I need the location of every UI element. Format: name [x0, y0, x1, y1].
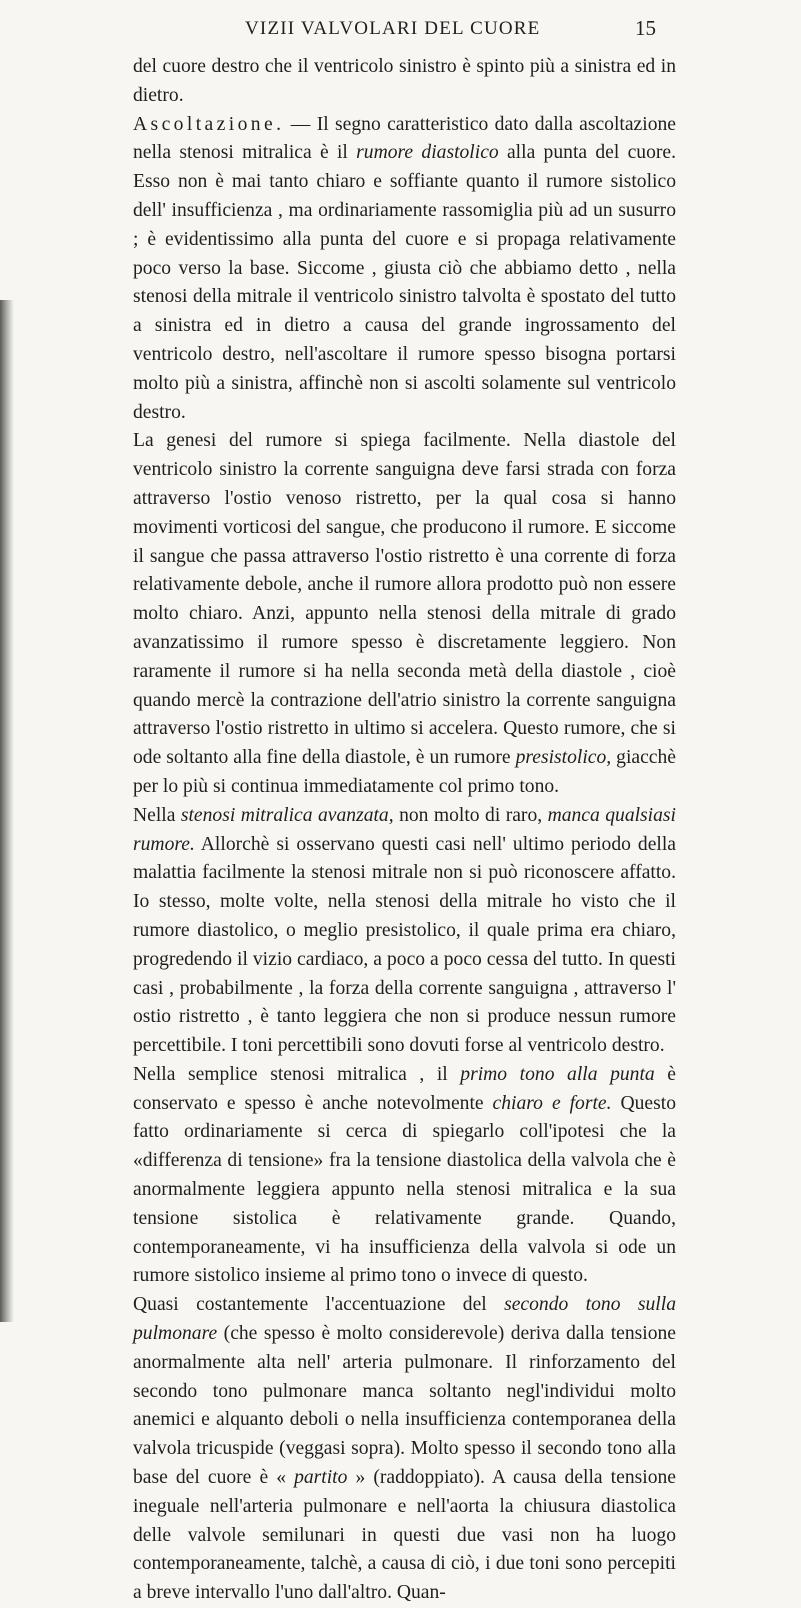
- paragraph-6: [133, 1291, 676, 1608]
- emphasis-presistolico: presistolico,: [515, 747, 612, 769]
- paragraph-2-text-a: — Il segno caratteristico dato dalla ascoltazione nella stenosi mitralica è il: [133, 113, 676, 164]
- paragraph-3: [133, 427, 676, 801]
- paragraph-5-text-a: Nella semplice stenosi mitralica , il: [133, 1063, 461, 1085]
- paragraph-5: [133, 1061, 676, 1291]
- paragraph-4-text-c: Allorchè si osservano questi casi nell' ultimo periodo della malattia facilmente la stenosi mitrale non si può riconoscere affatto. Io stesso, molte volte, nella stenosi della mitrale ho visto che il rumore diastolico, o meglio presistolico, il quale prima era chiaro, progredendo il vizio cardiaco, a poco a poco cessa del tutto. In questi casi , probabilmente , la forza della corrente sanguigna , attraverso l' ostio ristretto , è tanto leggiera che non si produce nessun rumore percettibile. I toni percettibili sono dovuti forse al ventricolo destro.: [133, 833, 676, 1057]
- binding-shadow: [0, 300, 14, 1322]
- emphasis-chiaro-e-forte: chiaro e forte.: [492, 1092, 612, 1114]
- paragraph-4-text-b: non molto di raro,: [393, 804, 548, 826]
- paragraph-6-text-b: (che spesso è molto considerevole) deriva dalla tensione anormalmente alta nell' arteria pulmonare. Il rinforzamento del secondo tono pulmonare manca soltanto negl'individui molto anemici e alquanto deboli o nella insufficienza contemporanea della valvola tricuspide (veggasi sopra). Molto spesso il secondo tono alla base del cuore è «: [133, 1323, 676, 1489]
- running-title: VIZII VALVOLARI DEL CUORE: [245, 18, 541, 39]
- emphasis-secondo-tono-sulla-pulmonare: secondo tono sulla pulmonare: [133, 1294, 676, 1345]
- emphasis-stenosi-mitralica-avanzata: stenosi mitralica avanzata,: [180, 804, 394, 826]
- paragraph-1-text: del cuore destro che il ventricolo sinistro è spinto più a sinistra ed in dietro.: [133, 56, 676, 106]
- paragraph-4: [133, 802, 676, 1061]
- emphasis-partito: partito: [294, 1467, 348, 1489]
- body-text: [133, 53, 676, 1608]
- paragraph-5-text-b: è conservato e spesso è anche notevolmente: [133, 1063, 676, 1114]
- paragraph-3-text-b: giacchè per lo più si continua immediatamente col primo tono.: [133, 747, 676, 797]
- page-number: 15: [635, 16, 656, 40]
- page-header: [0, 14, 801, 44]
- paragraph-6-text-c: » (raddoppiato). A causa della tensione ineguale nell'arteria pulmonare e nell'aorta la chiusura diastolica delle valvole semilunari in questi due vasi non ha luogo contemporaneamente, talchè, a causa di ciò, i due toni sono percepiti a breve intervallo l'uno dall'altro. Quan-: [133, 1467, 676, 1604]
- paragraph-2-text-b: alla punta del cuore. Esso non è mai tanto chiaro e soffiante quanto il rumore sistolico dell' insufficienza , ma ordinariamente rassomiglia più ad un susurro ; è evidentissimo alla punta del cuore e si propaga relativamente poco verso la base. Siccome , giusta ciò che abbiamo detto , nella stenosi della mitrale il ventricolo sinistro talvolta è spostato del tutto a sinistra ed in dietro a causa del grande ingrossamento del ventricolo destro, nell'ascoltare il rumore spesso bisogna portarsi molto più a sinistra, affinchè non si ascolti solamente sul ventricolo destro.: [133, 142, 677, 423]
- paragraph-3-text-a: La genesi del rumore si spiega facilmente. Nella diastole del ventricolo sinistro la corrente sanguigna deve farsi strada con forza attraverso l'ostio venoso ristretto, per la qual cosa si hanno movimenti vorticosi del sangue, che producono il rumore. E siccome il sangue che passa attraverso l'ostio ristretto è una corrente di forza relativamente debole, anche il rumore allora prodotto può non essere molto chiaro. Anzi, appunto nella stenosi della mitrale di grado avanzatissimo il rumore spesso è discretamente leggiero. Non raramente il rumore si ha nella seconda metà della diastole , cioè quando mercè la contrazione dell'atrio sinistro la corrente sanguigna attraverso l'ostio ristretto in ultimo si accelera. Questo rumore, che si ode soltanto alla fine della diastole, è un rumore: [133, 430, 676, 769]
- paragraph-2: [133, 111, 676, 428]
- paragraph-5-text-c: Questo fatto ordinariamente si cerca di spiegarlo coll'ipotesi che la «differenza di tensione» fra la tensione diastolica della valvola che è anormalmente leggiera appunto nella stenosi mitralica e la sua tensione sistolica è relativamente grande. Quando, contemporaneamente, vi ha insufficienza della valvola si ode un rumore sistolico insieme al primo tono o invece di questo.: [133, 1092, 676, 1287]
- emphasis-manca-qualsiasi-rumore: manca qualsiasi rumore.: [133, 804, 676, 855]
- emphasis-rumore-diastolico: rumore diastolico: [356, 142, 499, 164]
- paragraph-4-text-a: Nella: [133, 804, 181, 826]
- section-heading-ascoltazione: Ascoltazione.: [133, 113, 285, 135]
- paragraph-1: [133, 53, 676, 111]
- paragraph-6-text-a: Quasi costantemente l'accentuazione del: [133, 1294, 505, 1316]
- emphasis-primo-tono-alla-punta: primo tono alla punta: [460, 1063, 655, 1085]
